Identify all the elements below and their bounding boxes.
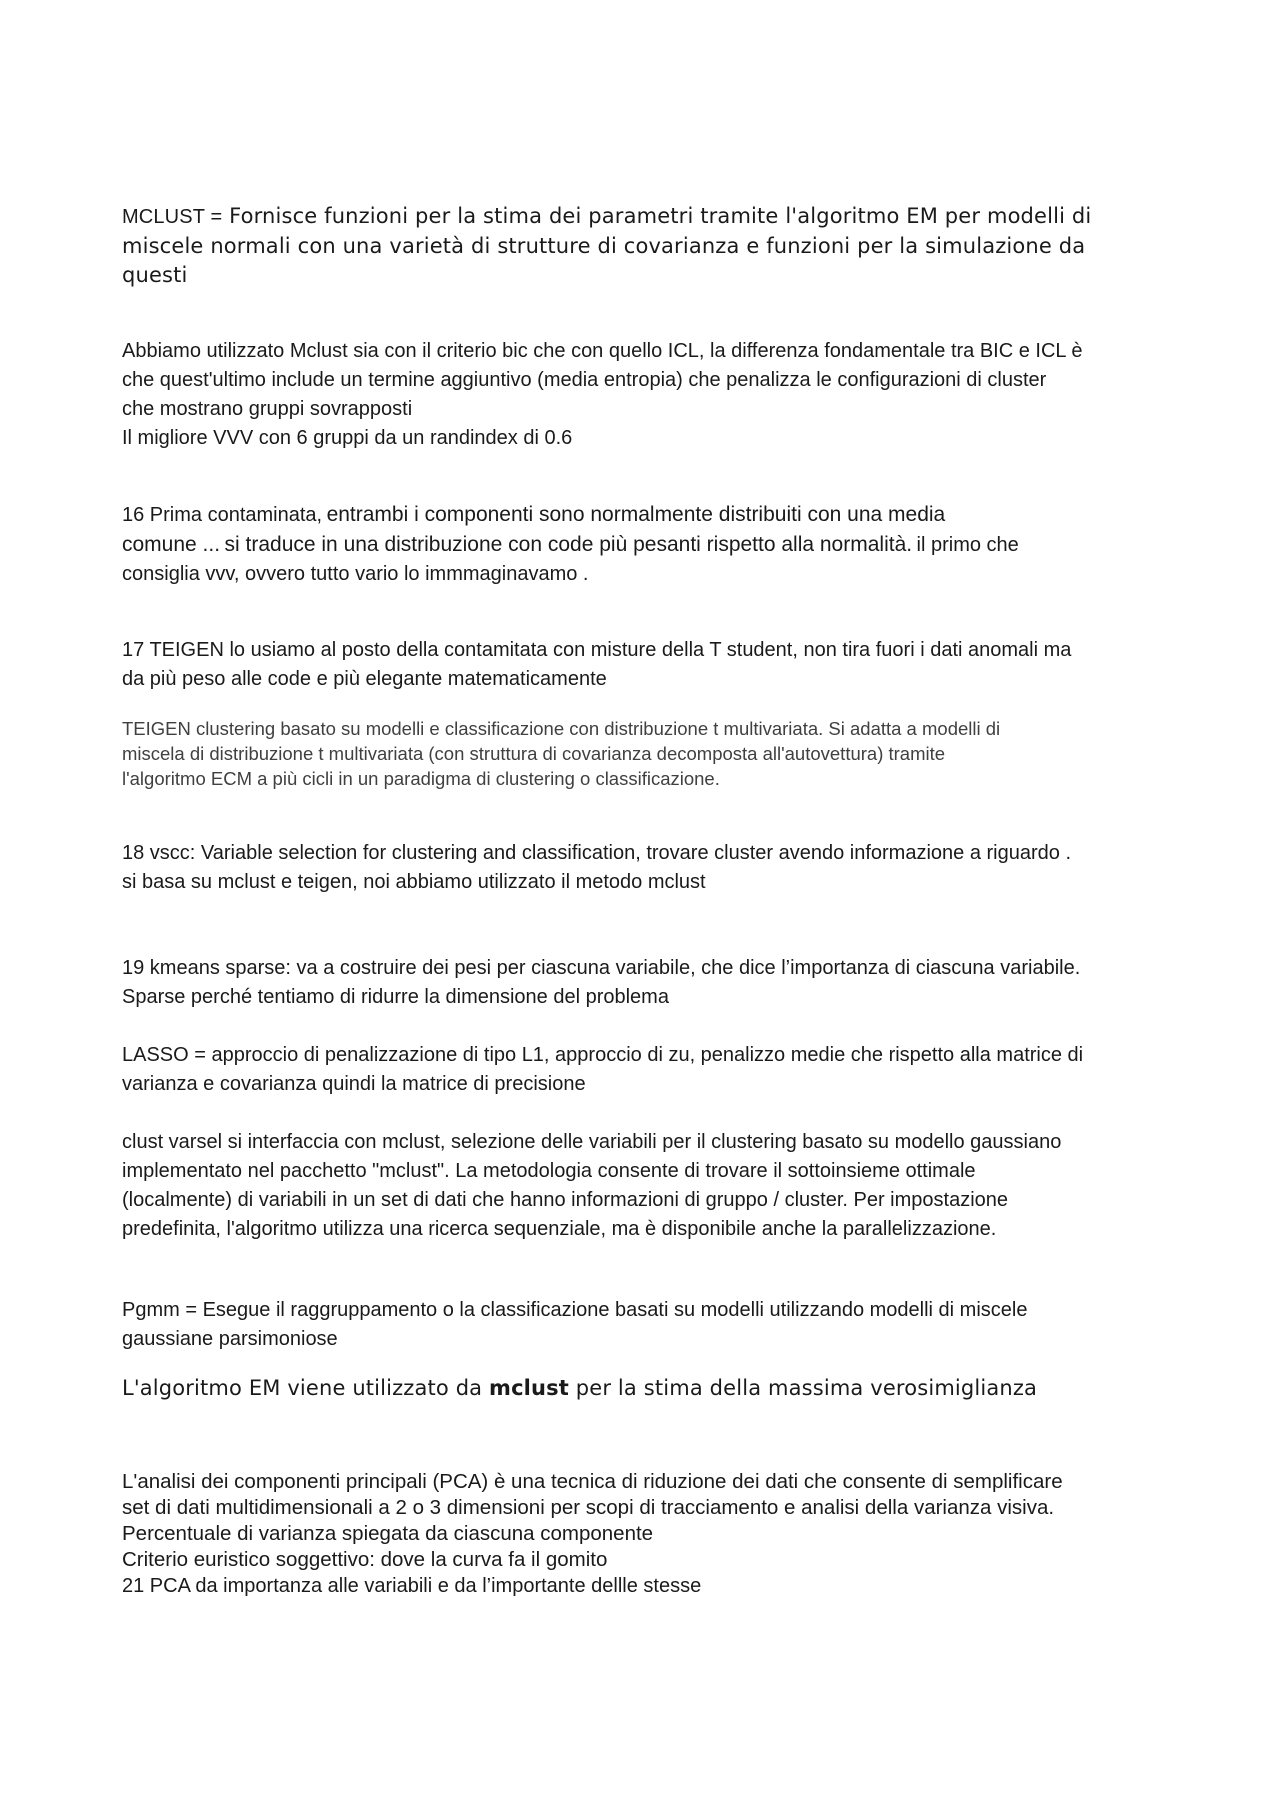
teigen-line-1: TEIGEN clustering basato su modelli e classificazione con distribuzione t multivariata. Si adatta a modelli di	[122, 718, 1001, 739]
item-16-text-1a: 16 Prima contaminata,	[122, 504, 323, 526]
clustvarsel-line-4: predefinita, l'algoritmo utilizza una ricerca sequenziale, ma è disponibile anche la parallelizzazione.	[122, 1218, 997, 1240]
em-line	[122, 1374, 1172, 1403]
item-16-line-3: consiglia vvv, ovvero tutto vario lo immmaginavamo .	[122, 563, 589, 585]
clustvarsel-line-2: implementato nel pacchetto "mclust". La metodologia consente di trovare il sottoinsieme ottimale	[122, 1160, 976, 1182]
item-16-line-1	[122, 500, 1172, 530]
mclust-intro-text-1: Fornisce funzioni per la stima dei parametri tramite l'algoritmo EM per modelli di	[229, 204, 1092, 228]
item-18-paragraph	[122, 839, 1172, 897]
teigen-description	[122, 716, 1172, 791]
mclust-intro-line-3: questi	[122, 263, 188, 287]
pca-line-2: set di dati multidimensionali a 2 o 3 dimensioni per scopi di tracciamento e analisi della varianza visiva.	[122, 1496, 1055, 1519]
em-text-after: per la stima della massima verosimiglianza	[568, 1376, 1038, 1400]
pca-line-1: L'analisi dei componenti principali (PCA) è una tecnica di riduzione dei dati che consente di semplificare	[122, 1470, 1063, 1493]
teigen-line-2: miscela di distribuzione t multivariata (con struttura di covarianza decomposta all'autovettura) tramite	[122, 743, 946, 764]
bic-icl-line-2: che quest'ultimo include un termine aggiuntivo (media entropia) che penalizza le configurazioni di cluster	[122, 369, 1047, 391]
mclust-intro-line-2: miscele normali con una varietà di strutture di covarianza e funzioni per la simulazione da	[122, 234, 1086, 258]
em-text-bold: mclust	[489, 1376, 569, 1400]
pgmm-paragraph	[122, 1296, 1172, 1354]
item-18-line-1: 18 vscc: Variable selection for clustering and classification, trovare cluster avendo informazione a riguardo .	[122, 842, 1071, 864]
bic-icl-line-1: Abbiamo utilizzato Mclust sia con il criterio bic che con quello ICL, la differenza fondamentale tra BIC e ICL è	[122, 340, 1083, 362]
em-paragraph	[122, 1374, 1172, 1403]
bic-icl-paragraph	[122, 337, 1172, 453]
pgmm-line-1: Pgmm = Esegue il raggruppamento o la classificazione basati su modelli utilizzando modelli di miscele	[122, 1299, 1028, 1321]
lasso-paragraph	[122, 1041, 1172, 1099]
lasso-line-1: LASSO = approccio di penalizzazione di tipo L1, approccio di zu, penalizzo medie che rispetto alla matrice di	[122, 1044, 1084, 1066]
teigen-line-3: l'algoritmo ECM a più cicli in un paradigma di clustering o classificazione.	[122, 768, 720, 789]
item-18-line-2: si basa su mclust e teigen, noi abbiamo utilizzato il metodo mclust	[122, 871, 706, 893]
bic-icl-line-4: Il migliore VVV con 6 gruppi da un randindex di 0.6	[122, 427, 573, 449]
item-16-text-2c: il primo che	[916, 534, 1019, 556]
mclust-intro-line-1	[122, 202, 1172, 232]
mclust-label: MCLUST =	[122, 206, 223, 228]
pca-paragraph	[122, 1469, 1172, 1600]
item-17-line-1: 17 TEIGEN lo usiamo al posto della contamitata con misture della T student, non tira fuori i dati anomali ma	[122, 639, 1072, 661]
item-16-text-2b: si traduce in una distribuzione con code più pesanti rispetto alla normalità.	[224, 533, 913, 556]
item-16-text-1b: entrambi i componenti sono normalmente distribuiti con una media	[326, 503, 946, 526]
item-19-paragraph	[122, 954, 1172, 1012]
em-text-before: L'algoritmo EM viene utilizzato da	[122, 1376, 490, 1400]
mclust-intro-paragraph	[122, 202, 1172, 290]
item-19-line-2: Sparse perché tentiamo di ridurre la dimensione del problema	[122, 986, 669, 1008]
clustvarsel-line-3: (localmente) di variabili in un set di dati che hanno informazioni di gruppo / cluster. Per impostazione	[122, 1189, 1009, 1211]
bic-icl-line-3: che mostrano gruppi sovrapposti	[122, 398, 413, 420]
item-19-line-1: 19 kmeans sparse: va a costruire dei pesi per ciascuna variabile, che dice l’importanza di ciascuna variabile.	[122, 957, 1081, 979]
item-16-text-2a: comune ...	[122, 533, 221, 556]
pca-line-5: 21 PCA da importanza alle variabili e da l’importante dellle stesse	[122, 1575, 702, 1597]
clustvarsel-line-1: clust varsel si interfaccia con mclust, selezione delle variabili per il clustering basato su modello gaussiano	[122, 1131, 1062, 1153]
item-17-line-2: da più peso alle code e più elegante matematicamente	[122, 668, 607, 690]
pgmm-line-2: gaussiane parsimoniose	[122, 1328, 338, 1350]
item-16-line-2	[122, 530, 1172, 560]
item-16-paragraph	[122, 500, 1172, 589]
lasso-line-2: varianza e covarianza quindi la matrice di precisione	[122, 1073, 586, 1095]
pca-line-3: Percentuale di varianza spiegata da ciascuna componente	[122, 1522, 654, 1545]
pca-line-4: Criterio euristico soggettivo: dove la curva fa il gomito	[122, 1548, 608, 1571]
clustvarsel-paragraph	[122, 1128, 1172, 1244]
item-17-paragraph	[122, 636, 1172, 694]
